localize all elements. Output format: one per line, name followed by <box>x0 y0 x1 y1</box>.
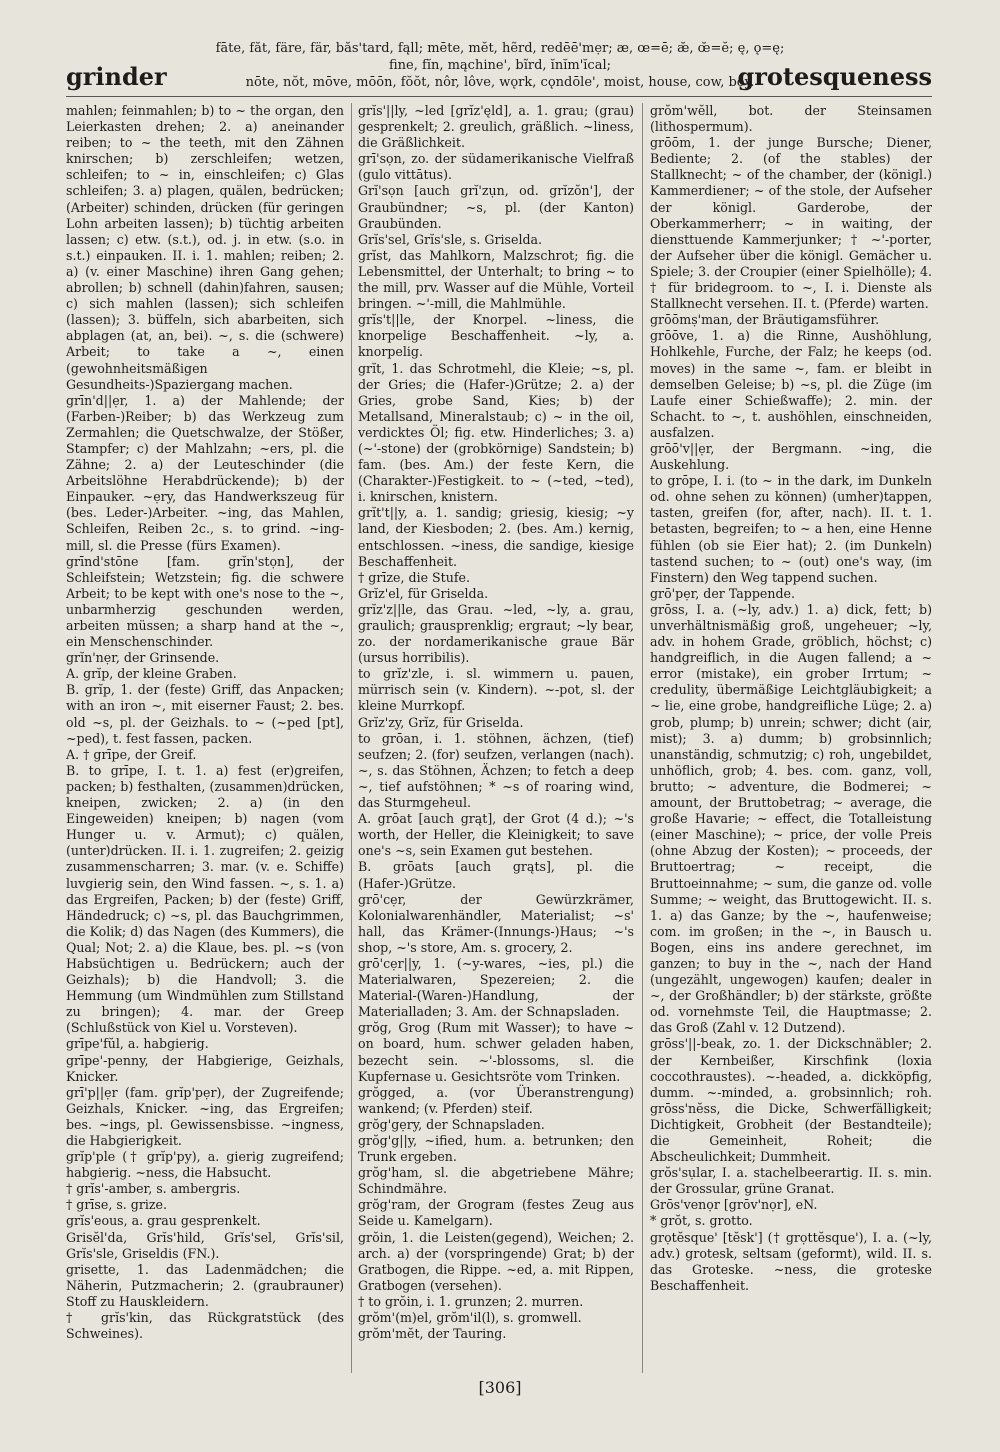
column-divider <box>642 103 643 1373</box>
dictionary-entry: to grōan, i. 1. stöhnen, ächzen, (tief) seufzen; 2. (for) seufzen, verlangen (nach). ~, s. das Stöhnen, Ächzen; to fetch a deep ~, tief aufstöhnen; * ~s of roaring wind, das Sturmgeheul. <box>358 730 634 811</box>
dictionary-entry: grŏin, 1. die Leisten(gegend), Weichen; 2. arch. a) der (vorspringende) Grat; b) der Gratbogen, die Rippe. ~ed, a. mit Rippen, Gratbogen (versehen). <box>358 1229 634 1293</box>
dictionary-entry: grō'cẹr||y, 1. (~y-wares, ~ies, pl.) die Materialwaren, Spezereien; 2. die Material-(Waren-)Handlung, der Materialladen; 3. Am. der Schnapsladen. <box>358 955 634 1020</box>
dictionary-entry: A. grōat [auch grąt], der Grot (4 d.); ~'s worth, der Heller, die Kleinigkeit; to save one's ~s, sein Examen gut bestehen. <box>358 811 634 859</box>
dictionary-entry: † to grŏin, i. 1. grunzen; 2. murren. <box>358 1293 584 1309</box>
dictionary-entry: grīnd'stōne [fam. grĭn'stọn], der Schleifstein; Wetzstein; fig. die schwere Arbeit; to be kept with one's nose to the ~, unbarmherzig geschunden werden, arbeiten müssen; a sharp hand at the ~, ein Menschenschinder. <box>66 553 344 650</box>
dictionary-entry: Grĭs'sel, Grĭs'sle, s. Griselda. <box>358 231 543 247</box>
dictionary-entry: grŏg'gẹry, der Schnapsladen. <box>358 1116 545 1132</box>
header-rule <box>66 96 932 97</box>
dictionary-entry: † grĭs'kin, das Rückgratstück (des Schweines). <box>66 1310 344 1342</box>
dictionary-entry: grī'sọn, zo. der südamerikanische Vielfraß (gulo vittātus). <box>358 151 634 183</box>
dictionary-entry: A. † grīpe, der Greif. <box>66 746 197 762</box>
dictionary-entry: B. grōats [auch grąts], pl. die (Hafer-)Grütze. <box>358 859 634 891</box>
dictionary-entry: grōōmṣ'man, der Bräutigamsführer. <box>650 312 880 328</box>
dictionary-entry: grĭt't||y, a. 1. sandig; griesig, kiesig; ~y land, der Kiesboden; 2. (bes. Am.) kernig, entschlossen. ~iness, die sandige, kiesige Beschaffenheit. <box>358 505 634 569</box>
dictionary-entry: grō'pẹr, der Tappende. <box>650 585 795 601</box>
dictionary-entry: to grōpe, I. i. (to ~ in the dark, im Dunkeln od. ohne sehen zu können) (umher)tappen, tasten, greifen (for, after, nach). II. t. 1. betasten, begreifen; to ~ a hen, eine Henne fühlen (ob sie Eier hat); 2. (im Dunkeln) tastend suchen; to ~ (out) one's way, (im Finstern) den Weg tappend suchen. <box>650 473 932 585</box>
dictionary-entry: B. grĭp, 1. der (feste) Griff, das Anpacken; with an iron ~, mit eiserner Faust; 2. bes. old ~s, pl. der Geizhals. to ~ (~ped [pt], ~ped), t. fest fassen, packen. <box>66 682 344 746</box>
guide-word-left: grinder <box>66 62 167 91</box>
dictionary-entry: * grŏt, s. grotto. <box>650 1213 753 1229</box>
dictionary-entry: Grĭz'zy, Grĭz, für Griselda. <box>358 714 524 730</box>
dictionary-entry: grŏs'sụlar, I. a. stachelbeerartig. II. s. min. der Grossular, grüne Granat. <box>650 1165 932 1197</box>
dictionary-entry: grŏm'(m)el, grŏm'il(l), s. gromwell. <box>358 1310 582 1326</box>
guide-word-right: grotesqueness <box>737 62 932 91</box>
dictionary-entry: grŏg'ham, sl. die abgetriebene Mähre; Schindmähre. <box>358 1165 634 1197</box>
dictionary-entry: grōss, I. a. (~ly, adv.) 1. a) dick, fett; b) unverhältnismäßig groß, ungeheuer; ~ly, adv. in hohem Grade, gröblich, höchst; c) handgreiflich, in die Augen fallend; a ~ error (mistake), ein grober Irrtum; ~ credulity, übermäßige Leichtgläubigkeit; a ~ lie, eine grobe, handgreifliche Lüge; 2. a) grob, plump; b) unrein; schwer; dicht (air, mist); 3. a) dumm; b) grobsinnlich; unanständig, schmutzig; c) roh, ungebildet, unhöflich, grob; 4. bes. com. ganz, voll, brutto; ~ adventure, die Bodmerei; ~ amount, der Bruttobetrag; ~ average, die große Havarie; ~ effect, die Totalleistung (einer Maschine); ~ price, der volle Preis (ohne Abzug der Kosten); ~ proceeds, der Bruttoertrag; ~ receipt, die Bruttoeinnahme; ~ sum, die ganze od. volle Summe; ~ weight, das Bruttogewicht. II. s. 1. a) das Ganze; by the ~, haufenweise; com. im großen; in the ~, in Bausch u. Bogen, eins ins andere gerechnet, im ganzen; to buy in the ~, nach der Hand (ungezählt, ungewogen) kaufen; dealer in ~, der Großhändler; b) der stärkste, größte od. vornehmste Teil, die Hauptmasse; 2. das Groß (Zahl v. 12 Dutzend). <box>650 601 932 1036</box>
pronunciation-key-line-3: nōte, nŏt, mōve, mōōn, fŏŏt, nôr, lôve, wǫrk, cǫndōle', moist, house, cow, boy. <box>245 75 755 90</box>
dictionary-entry: grōss'||-beak, zo. 1. der Dickschnäbler; 2. der Kernbeißer, Kirschfink (loxia coccothraustes). ~-headed, a. dickköpfig, dumm. ~-minded, a. grobsinnlich; roh. grōss'nĕss, die Dicke, Schwerfälligkeit; Dichtigkeit, Grobheit (der Bestandteile); die Gemeinheit, Roheit; die Abscheulichkeit; Dummheit. <box>650 1036 932 1165</box>
dictionary-entry: grĭst, das Mahlkorn, Malzschrot; fig. die Lebensmittel, der Unterhalt; to bring ~ to the mill, prv. Wasser auf die Mühle, Vorteil bringen. ~'-mill, die Mahlmühle. <box>358 247 634 312</box>
dictionary-entry: B. to grīpe, I. t. 1. a) fest (er)greifen, packen; b) festhalten, (zusammen)drücken, kneipen, zwicken; 2. a) (in den Eingeweiden) kneipen; b) nagen (vom Hunger u. v. Armut); c) quälen, (unter)drücken. II. i. 1. zugreifen; 2. geizig zusammenscharren; 3. mar. (v. e. Schiffe) luvgierig sein, den Wind fassen. ~, s. 1. a) das Ergreifen, Packen; b) der (feste) Griff, Händedruck; c) ~s, pl. das Bauchgrimmen, die Kolik; d) das Nagen (des Kummers), die Qual; Not; 2. a) die Klaue, bes. pl. ~s (von Habsüchtigen u. Bedrückern; auch der Geizhals); b) die Handvoll; 3. die Hemmung (um Windmühlen zum Stillstand zu bringen); 4. mar. der Greep (Schlußstück von Kiel u. Vorsteven). <box>66 762 344 1036</box>
pronunciation-key-line-2: fine, fĭn, mąchine', bĩrd, ĭnĭm'ĭcal; <box>389 58 611 73</box>
dictionary-entry: grĭs'eous, a. grau gesprenkelt. <box>66 1213 261 1229</box>
dictionary-entry: grīpe'-penny, der Habgierige, Geizhals, Knicker. <box>66 1052 344 1084</box>
dictionary-entry: grī'p||ẹr (fam. grĭp'pẹr), der Zugreifende; Geizhals, Knicker. ~ing, das Ergreifen; bes. ~ings, pl. Gewissensbisse. ~ingness, die Habgierigkeit. <box>66 1084 344 1148</box>
dictionary-entry: Grōs'venọr [grōv'nọr], eN. <box>650 1197 818 1213</box>
dictionary-entry: Grĭz'el, für Griselda. <box>358 585 489 601</box>
dictionary-entry: grīpe'fŭl, a. habgierig. <box>66 1036 209 1052</box>
dictionary-entry: grŏg, Grog (Rum mit Wasser); to have ~ on board, hum. schwer geladen haben, bezecht sein. ~'-blossoms, sl. die Kupfernase u. Gesichtsröte vom Trinken. <box>358 1020 634 1084</box>
dictionary-entry: Grisĕl'da, Grĭs'hild, Grĭs'sel, Grĭs'sil, Grĭs'sle, Griseldis (FN.). <box>66 1229 344 1261</box>
dictionary-entry: † grĭs'-amber, s. ambergris. <box>66 1181 241 1197</box>
dictionary-entry: grōōm, 1. der junge Bursche; Diener, Bediente; 2. (of the stables) der Stallknecht; ~ of the chamber, der (königl.) Kammerdiener; ~ of the stole, der Aufseher der königl. Garderobe, der Oberkammerherr; ~ in waiting, der diensttuende Kammerjunker; † ~'-porter, der Aufseher über die königl. Gemächer u. Spiele; 3. der Croupier (einer Spielhölle); 4. † für bridegroom. to ~, I. i. Dienste als Stallknecht versehen. II. t. (Pferde) warten. <box>650 135 932 312</box>
dictionary-entry: mahlen; feinmahlen; b) to ~ the organ, den Leierkasten drehen; 2. a) aneinander reiben; to ~ the teeth, mit den Zähnen knirschen; b) zerschleifen; wetzen, schleifen; to ~ in, einschleifen; c) Glas schleifen; 3. a) plagen, quälen, bedrücken; (Arbeiter) schinden, drücken (für geringen Lohn arbeiten lassen); b) tüchtig arbeiten lassen; c) etw. (s.t.), od. j. in etw. (s.o. in s.t.) einpauken. II. i. 1. mahlen; reiben; 2. a) (v. einer Maschine) ihren Gang gehen; abrollen; b) schnell (dahin)fahren, sausen; c) sich mahlen (lassen); sich schleifen (lassen); 3. büffeln, sich abarbeiten, sich abplagen (at, an, bei). ~, s. die (schwere) Arbeit; to take a ~, einen (gewohnheitsmäßigen Gesundheits-)Spaziergang machen. <box>66 103 344 392</box>
column-1 <box>66 103 344 1373</box>
dictionary-entry: grĭz'z||le, das Grau. ~led, ~ly, a. grau, graulich; grausprenklig; ergraut; ~ly bear, zo. der nordamerikanische graue Bär (ursus horribilis). <box>358 601 634 666</box>
dictionary-entry: grĭs'||ly, ~led [grĭz'ęld], a. 1. grau; (grau) gesprenkelt; 2. greulich, gräßlich. ~liness, die Gräßlichkeit. <box>358 103 634 151</box>
dictionary-entry: grĭs't||le, der Knorpel. ~liness, die knorpelige Beschaffenheit. ~ly, a. knorpelig. <box>358 312 634 360</box>
dictionary-entry: Grĭ'sọn [auch grĭ'zụn, od. grĭzŏn'], der Graubündner; ~s, pl. (der Kanton) Graubünden. <box>358 183 634 231</box>
column-divider <box>351 103 352 1373</box>
page-number: [306] <box>478 1378 522 1397</box>
dictionary-entry: † grīze, die Stufe. <box>358 569 470 585</box>
dictionary-entry: grĭt, 1. das Schrotmehl, die Kleie; ~s, pl. der Gries; die (Hafer-)Grütze; 2. a) der Gries, grobe Sand, Kies; b) der Metallsand, Mineralstaub; c) ~ in the oil, verdicktes Öl; fig. etw. Hinderliches; 3. a) (~'-stone) der (grobkörnige) Sandstein; b) fam. (bes. Am.) der feste Kern, die (Charakter-)Festigkeit. to ~ (~ted, ~ted), i. knirschen, knistern. <box>358 360 634 505</box>
dictionary-entry: grōōve, 1. a) die Rinne, Aushöhlung, Hohlkehle, Furche, der Falz; he keeps (od. moves) in the same ~, fam. er bleibt in demselben Geleise; b) ~s, pl. die Züge (im Laufe einer Schießwaffe); 2. min. der Schacht. to ~, t. aushöhlen, einschneiden, ausfalzen. <box>650 328 932 440</box>
dictionary-entry: grīn'd||ẹr, 1. a) der Mahlende; der (Farben-)Reiber; b) das Werkzeug zum Zermahlen; die Quetschwalze, der Stößer, Stampfer; c) der Mahlzahn; ~ers, pl. die Zähne; 2. a) der Leuteschinder (die Arbeitslöhne Herabdrückende); b) der Einpauker. ~ẹry, das Handwerkszeug für (bes. Leder-)Arbeiter. ~ing, das Mahlen, Schleifen, Reiben 2c., s. to grind. ~ing-mill, sl. die Presse (fürs Examen). <box>66 392 344 553</box>
dictionary-entry: A. grĭp, der kleine Graben. <box>66 666 237 682</box>
dictionary-entry: grō'cẹr, der Gewürzkrämer, Kolonialwarenhändler, Materialist; ~s' hall, das Krämer-(Innungs-)Haus; ~'s shop, ~'s store, Am. s. grocery, 2. <box>358 891 634 955</box>
dictionary-entry: † grīse, s. grize. <box>66 1197 168 1213</box>
dictionary-entry: grōō'v||ẹr, der Bergmann. ~ing, die Auskehlung. <box>650 440 932 473</box>
dictionary-entry: to grĭz'zle, i. sl. wimmern u. pauen, mürrisch sein (v. Kindern). ~-pot, sl. der kleine Murrkopf. <box>358 666 634 714</box>
dictionary-entry: grŏm'mĕt, der Tauring. <box>358 1326 507 1342</box>
dictionary-entry: grŏm'wĕll, bot. der Steinsamen (lithospermum). <box>650 103 932 135</box>
dictionary-entry: grŏg'g||y, ~ified, hum. a. betrunken; den Trunk ergeben. <box>358 1133 634 1165</box>
dictionary-entry: grĭn'nẹr, der Grinsende. <box>66 650 220 666</box>
dictionary-entry: grĭp'ple († grĭp'py), a. gierig zugreifend; habgierig. ~ness, die Habsucht. <box>66 1149 344 1181</box>
dictionary-entry: grŏg'ram, der Grogram (festes Zeug aus Seide u. Kamelgarn). <box>358 1197 634 1229</box>
pronunciation-key-line-1: fāte, făt, färe, fär, băs'tard, fąll; mēte, mĕt, hẽrd, redēē'mẹr; æ, œ=ē; æ̆, œ̆=ĕ; ę, ǫ=ę; <box>215 41 785 56</box>
column-2 <box>358 103 634 1373</box>
dictionary-entry: grisette, 1. das Ladenmädchen; die Näherin, Putzmacherin; 2. (graubrauner) Stoff zu Hauskleidern. <box>66 1261 344 1309</box>
dictionary-entry: grọtĕsque' [tĕsk'] († grọttĕsque'), I. a. (~ly, adv.) grotesk, seltsam (geformt), wild. II. s. das Groteske. ~ness, die groteske Beschaffenheit. <box>650 1229 932 1293</box>
dictionary-entry: grŏgged, a. (vor Überanstrengung) wankend; (v. Pferden) steif. <box>358 1084 634 1116</box>
column-3 <box>650 103 932 1373</box>
